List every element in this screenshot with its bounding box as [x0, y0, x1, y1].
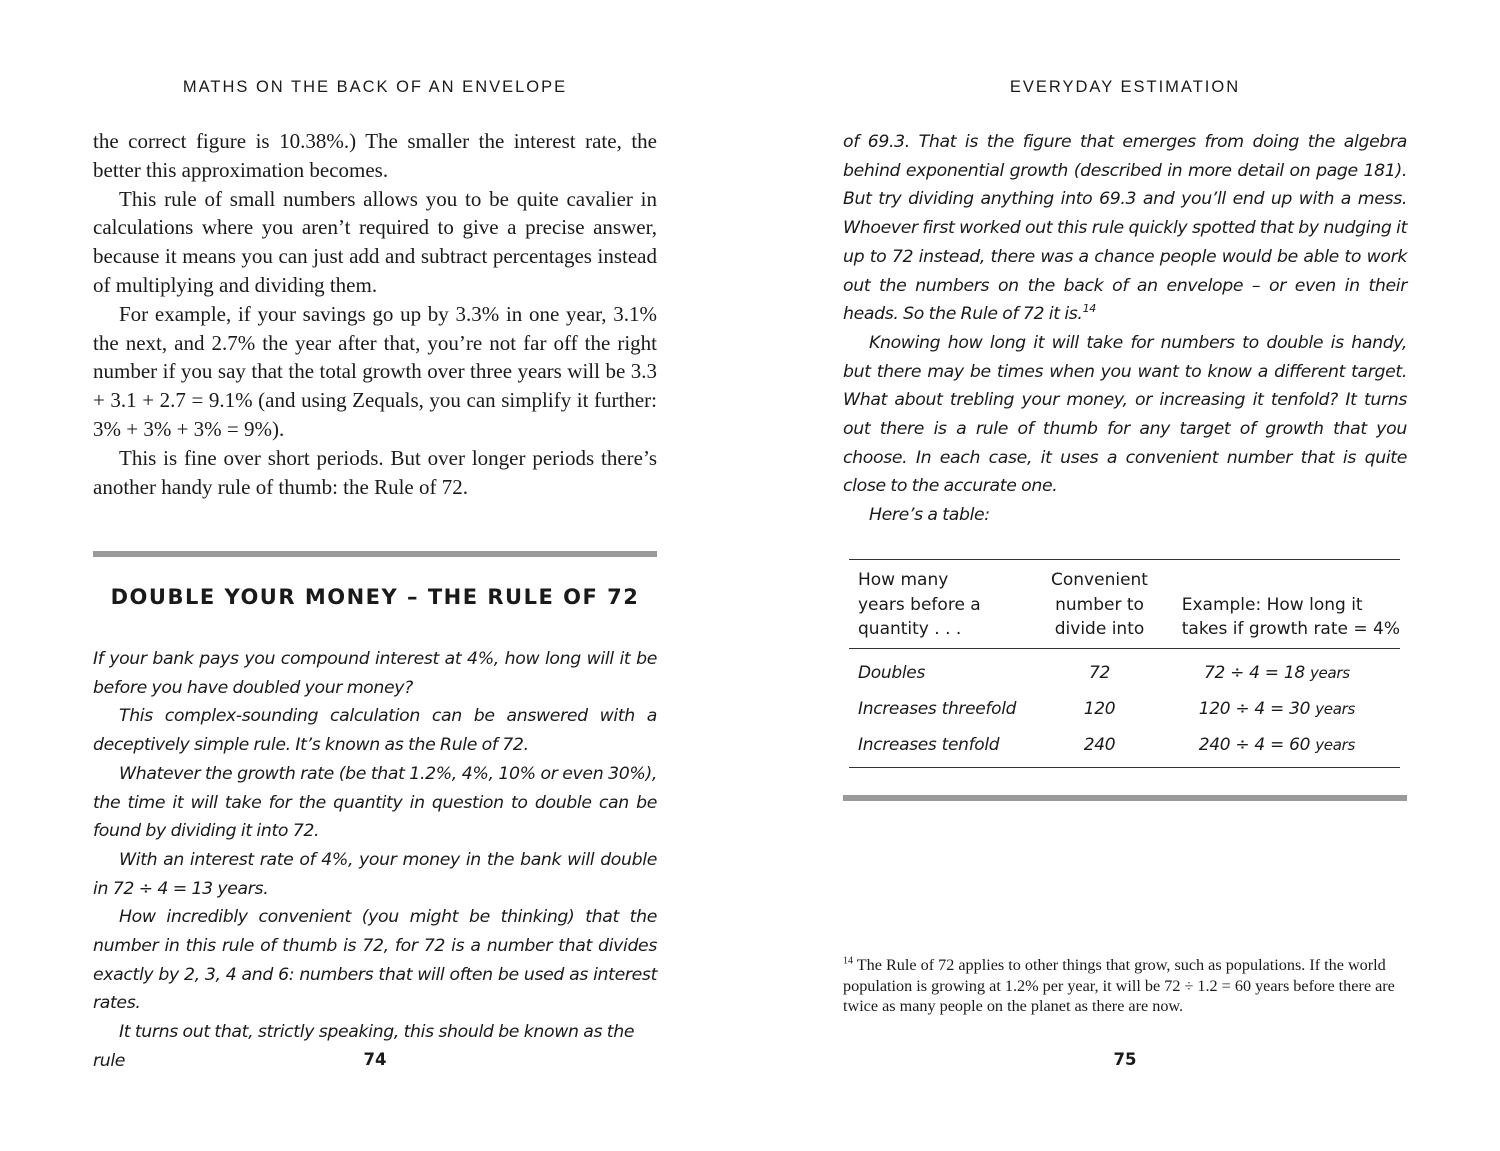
- body-paragraph: This is fine over short periods. But over longer periods there’s another handy rule of thumb: the Rule of 72.: [93, 445, 657, 499]
- cell-calc: 72 ÷ 4 = 18: [1203, 662, 1305, 683]
- cell-target: Increases threefold: [858, 698, 1017, 719]
- body-paragraph: This rule of small numbers allows you to be quite cavalier in calculations where you aren’t required to give a precise answer, because it means you can just add and subtract percentages instead of multiplying and dividing them.: [93, 186, 657, 297]
- section-divider: [843, 795, 1407, 801]
- body-paragraph: For example, if your savings go up by 3.3% in one year, 3.1% the next, and 2.7% the year after that, you’re not far off the right number if you say that the total growth over three years will be 3.3 + 3.1 + 2.7 = 9.1% (and using Zequals, you can simplify it further: 3% + 3% + 3% = 9%).: [93, 301, 657, 441]
- cell-unit: years: [1315, 699, 1356, 718]
- italic-paragraph-text: of 69.3. That is the figure that emerges from doing the algebra behind exponential growth (described in more detail on page 181). But try dividing anything into 69.3 and you’ll end up with a mess. Whoever first worked out this rule quickly spotted that by nudging it up to 72 instead, there was a chance people would be able to work out the numbers on the back of an envelope – or even in their heads. So the Rule of 72 it is.: [843, 132, 1407, 325]
- italic-paragraph: Knowing how long it will take for numbers to double is handy, but there may be times when you want to know a different target. What about trebling your money, or increasing it tenfold? It turns out there is a rule of thumb for any target of growth that you choose. In each case, it uses a convenient number that is quite close to the accurate one.: [843, 332, 1407, 497]
- table-row: [849, 727, 1400, 768]
- italic-paragraph: If your bank pays you compound interest at 4%, how long will it be before you have doubled your money?: [93, 649, 657, 698]
- header-line: Convenient: [1051, 570, 1148, 590]
- italic-paragraph: Here’s a table:: [869, 505, 990, 526]
- body-text: [93, 127, 657, 501]
- table-header-row: [849, 560, 1400, 649]
- header-line: divide into: [1054, 619, 1145, 639]
- italic-paragraph: [843, 128, 1407, 329]
- rule-of-thumb-table: [849, 559, 1400, 768]
- header-line: takes if growth rate = 4%: [1181, 619, 1400, 639]
- footnote-number: 14: [843, 955, 853, 967]
- italic-paragraph: Whatever the growth rate (be that 1.2%, 4%, 10% or even 30%), the time it will take for the quantity in question to double can be found by dividing it into 72.: [93, 763, 657, 842]
- running-head-right: EVERYDAY ESTIMATION: [1009, 78, 1241, 96]
- cell-unit: years: [1315, 735, 1356, 754]
- table-row: [849, 648, 1400, 691]
- header-line: How many: [858, 570, 949, 590]
- italic-paragraph: How incredibly convenient (you might be thinking) that the number in this rule of thumb is 72, for 72 is a number that divides exactly by 2, 3, 4 and 6: numbers that will often be used as interest rates.: [93, 907, 657, 1014]
- header-line: quantity . . .: [858, 619, 962, 639]
- body-paragraph: the correct figure is 10.38%.) The smaller the interest rate, the better this approximation becomes.: [93, 129, 657, 182]
- header-example: [1164, 560, 1400, 649]
- table-row: [849, 691, 1400, 727]
- cell-target: Doubles: [858, 662, 925, 683]
- cell-number: 120: [1083, 698, 1116, 719]
- italic-paragraph: With an interest rate of 4%, your money in the bank will double in 72 ÷ 4 = 13 years.: [93, 849, 657, 899]
- cell-calc: 240 ÷ 4 = 60: [1198, 734, 1311, 755]
- italic-paragraph: This complex-sounding calculation can be answered with a deceptively simple rule. It’s known as the Rule of 72.: [93, 706, 657, 756]
- italic-paragraph: It turns out that, strictly speaking, this should be known as the rule: [93, 1022, 635, 1071]
- header-number: [1035, 560, 1163, 649]
- cell-example: [1164, 691, 1400, 727]
- cell-number: 240: [1083, 734, 1116, 755]
- page-number-left: 74: [363, 1050, 387, 1069]
- header-line: Example: How long it: [1181, 594, 1363, 615]
- page-number-right: 75: [1113, 1050, 1137, 1069]
- running-head-left: MATHS ON THE BACK OF AN ENVELOPE: [182, 78, 568, 96]
- header-line: number to: [1055, 594, 1144, 615]
- cell-unit: years: [1309, 663, 1350, 682]
- footnote-text: The Rule of 72 applies to other things that grow, such as populations. If the world population is growing at 1.2% per year, it will be 72 ÷ 1.2 = 60 years before there are twice as many people on the planet as there are now.: [843, 956, 1395, 1015]
- cell-calc: 120 ÷ 4 = 30: [1198, 698, 1311, 719]
- cell-example: [1164, 648, 1400, 691]
- header-line: years before a: [858, 594, 981, 615]
- cell-number: 72: [1088, 662, 1111, 683]
- cell-target: Increases tenfold: [858, 734, 1000, 755]
- footnote-marker[interactable]: 14: [1082, 302, 1096, 316]
- italic-text: [843, 128, 1407, 530]
- footnote: [843, 955, 1407, 1017]
- italic-text: [93, 645, 657, 1076]
- right-page: [750, 0, 1500, 1151]
- section-divider: [93, 551, 657, 557]
- cell-example: [1164, 727, 1400, 768]
- header-quantity: [849, 560, 1035, 649]
- section-heading: DOUBLE YOUR MONEY – THE RULE OF 72: [110, 585, 640, 609]
